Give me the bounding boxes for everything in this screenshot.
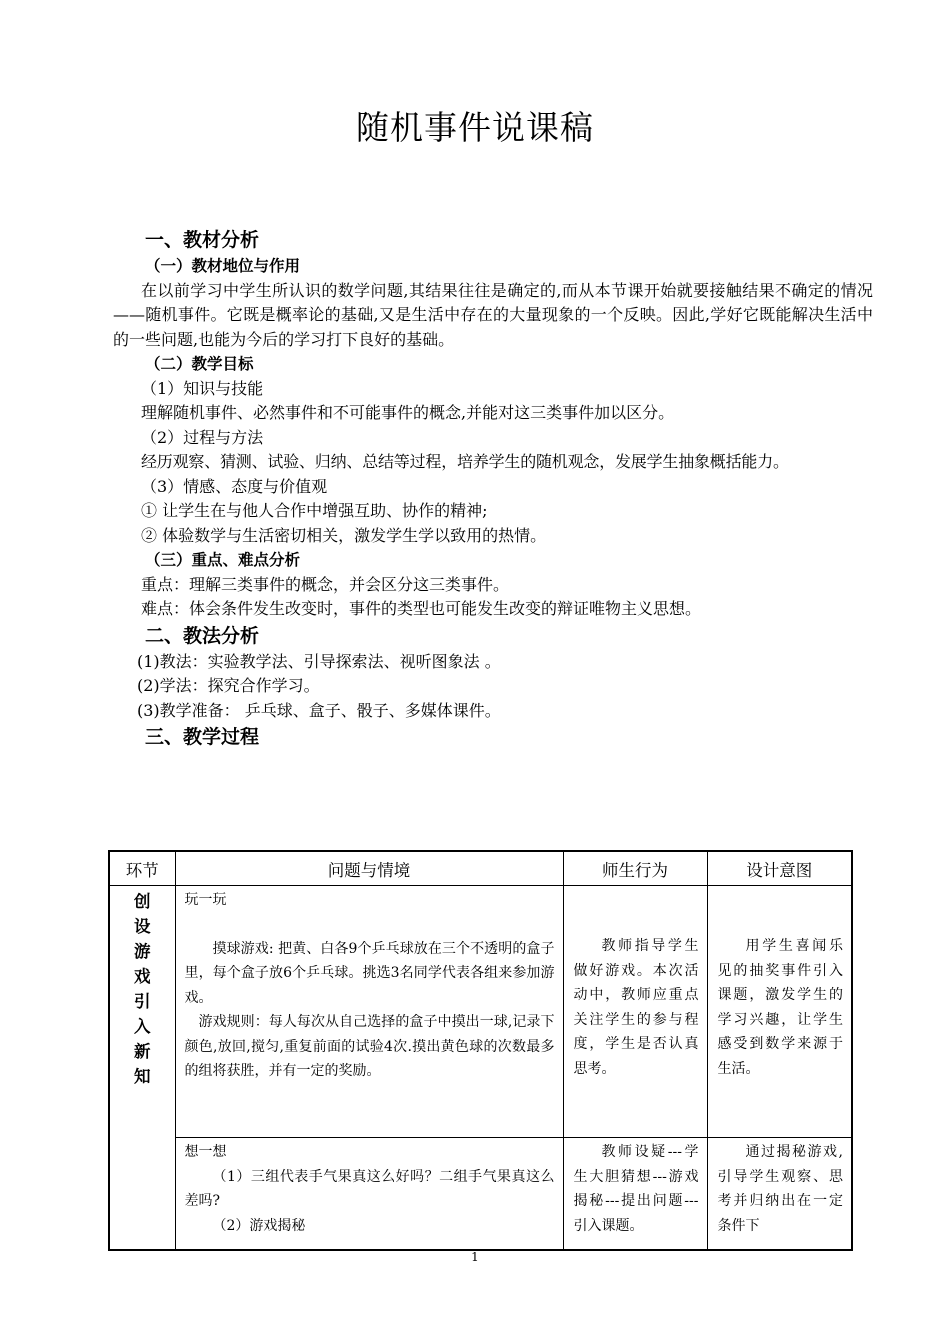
- method-1: (1)教法：实验教学法、引导探索法、视听图象法 。: [137, 651, 501, 671]
- goal-3-item-b: ② 体验数学与生活密切相关，激发学生学以致用的热情。: [141, 525, 547, 545]
- subsection-heading-1-2: （二）教学目标: [145, 355, 254, 373]
- play-label: 玩一玩: [184, 892, 227, 908]
- game-rules-text: 游戏规则：每人每次从自己选择的盒子中摸出一球,记录下颜色,放回,搅匀,重复前面的试验4次.摸出黄色球的次数最多的组将获胜，并有一定的奖励。: [184, 1014, 555, 1079]
- goal-3-item-a: ① 让学生在与他人合作中增强互助、协作的精神;: [141, 501, 488, 520]
- problem-cell-think: [175, 1138, 563, 1250]
- subsection-heading-1-1: （一）教材地位与作用: [145, 257, 301, 275]
- page-number: 1: [471, 1250, 479, 1264]
- goal-1-heading: （1）知识与技能: [141, 378, 264, 398]
- header-stage: 环节: [109, 851, 175, 886]
- design-intent-cell-1: 用学生喜闻乐见的抽奖事件引入课题，激发学生的学习兴趣，让学生感受到数学来源于生活。: [707, 886, 852, 1138]
- document-body: [113, 226, 873, 751]
- think-question-2: （2）游戏揭秘: [212, 1217, 306, 1234]
- section-heading-2: 二、教法分析: [145, 624, 260, 647]
- teacher-behavior-cell-1: 教师指导学生做好游戏。本次活动中，教师应重点关注学生的参与程度，学生是否认真思考。: [563, 886, 707, 1138]
- teacher-behavior-cell-2: 教师设疑---学生大胆猜想---游戏揭秘---提出问题---引入课题。: [563, 1138, 707, 1250]
- goal-3-heading: （3）情感、态度与价值观: [141, 476, 328, 496]
- design-intent-cell-2: 通过揭秘游戏, 引导学生观察、思考并归纳出在一定条件下: [707, 1138, 852, 1250]
- difficult-point: 难点：体会条件发生改变时，事件的类型也可能发生改变的辩证唯物主义思想。: [141, 599, 702, 618]
- goal-2-text: 经历观察、猜测、试验、归纳、总结等过程，培养学生的随机观念，发展学生抽象概括能力。: [141, 452, 789, 471]
- teaching-process-table: [108, 850, 853, 1251]
- header-behavior: 师生行为: [563, 851, 707, 886]
- think-question-1: （1）三组代表手气果真这么好吗？二组手气果真这么差吗?: [184, 1168, 555, 1209]
- goal-2-heading: （2）过程与方法: [141, 427, 264, 447]
- section-heading-3: 三、教学过程: [145, 726, 260, 748]
- goal-1-text: 理解随机事件、必然事件和不可能事件的概念,并能对这三类事件加以区分。: [141, 403, 675, 422]
- key-point: 重点：理解三类事件的概念，并会区分这三类事件。: [141, 574, 510, 594]
- think-label: 想一想: [184, 1144, 227, 1160]
- table-header-row: [109, 851, 852, 886]
- problem-cell-play: [175, 886, 563, 1138]
- table-row: [109, 1138, 852, 1250]
- header-intent: 设计意图: [707, 851, 852, 886]
- header-problem: 问题与情境: [175, 851, 563, 886]
- subsection-heading-1-3: （三）重点、难点分析: [145, 551, 301, 569]
- table-row: [109, 886, 852, 1138]
- document-title: 随机事件说课稿: [356, 108, 594, 147]
- stage-cell: 创 设 游 戏 引 入 新 知: [109, 886, 175, 1250]
- method-3: (3)教学准备： 乒乓球、盒子、骰子、多媒体课件。: [137, 700, 501, 720]
- ball-game-text: 摸球游戏: 把黄、白各9个乒乓球放在三个不透明的盒子里，每个盒子放6个乒乓球。挑选3名同学代表各组来参加游戏。: [184, 940, 555, 1006]
- method-2: (2)学法：探究合作学习。: [137, 676, 320, 695]
- paragraph-textbook-role: 在以前学习中学生所认识的数学问题,其结果往往是确定的,而从本节课开始就要接触结果不确定的情况——随机事件。它既是概率论的基础,又是生活中存在的大量现象的一个反映。因此,学好它既能解决生活中的一些问题,也能为今后的学习打下良好的基础。: [113, 280, 873, 349]
- section-heading-1: 一、教材分析: [145, 229, 260, 251]
